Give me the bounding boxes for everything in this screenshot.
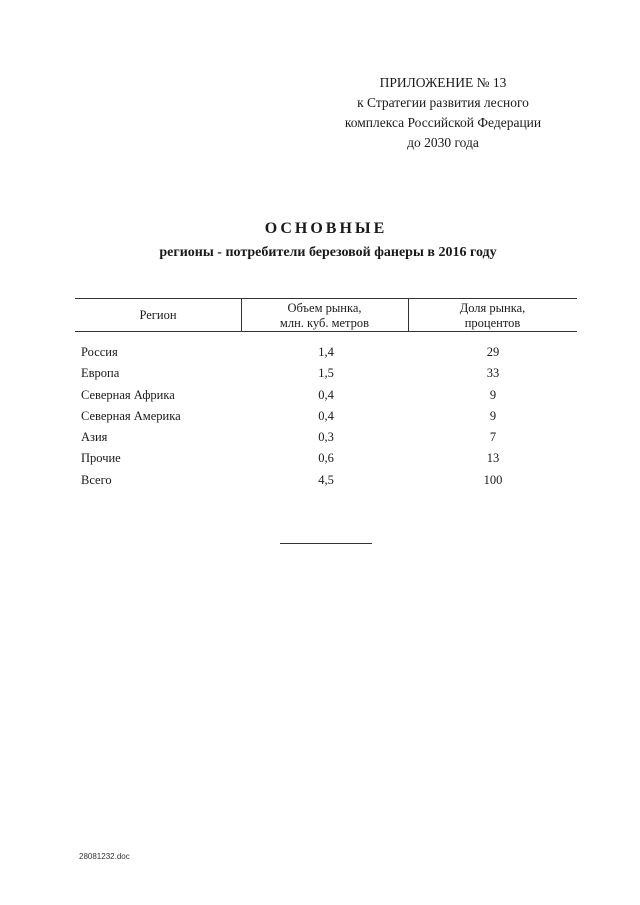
column-header-label: процентов — [464, 316, 521, 330]
table-row — [0, 427, 640, 448]
volume-cell: 0,6 — [318, 451, 334, 466]
share-cell: 29 — [486, 345, 500, 359]
share-cell: 9 — [489, 408, 497, 423]
table-row — [0, 363, 640, 384]
column-header-region — [75, 308, 241, 323]
table-body — [0, 342, 640, 491]
table-row-total — [0, 470, 640, 491]
table-row — [0, 448, 640, 469]
share-cell: 13 — [486, 451, 500, 466]
end-of-document-rule — [280, 543, 372, 544]
region-cell: Азия — [81, 430, 108, 445]
table-top-rule — [75, 298, 577, 299]
column-header-label: Регион — [139, 308, 177, 322]
volume-cell: 0,4 — [318, 408, 334, 423]
share-cell: 7 — [489, 430, 497, 445]
annex-reference-line: комплекса Российской Федерации — [344, 115, 542, 130]
table-row — [0, 406, 640, 427]
share-cell: 9 — [489, 387, 497, 402]
region-cell: Европа — [81, 366, 120, 381]
table-row — [0, 385, 640, 406]
column-header-label: Объем рынка, — [287, 301, 362, 315]
column-header-label: Доля рынка, — [459, 301, 526, 315]
region-cell: Северная Америка — [81, 408, 181, 423]
annex-reference-line: до 2030 года — [407, 135, 479, 150]
share-cell: 100 — [483, 472, 503, 487]
document-file-name: 28081232.doc — [79, 852, 130, 861]
volume-cell: 0,4 — [318, 387, 334, 402]
volume-cell: 1,5 — [318, 366, 334, 381]
region-cell: Прочие — [81, 451, 121, 466]
annex-reference-line: к Стратегии развития лесного — [357, 95, 529, 110]
volume-cell: 4,5 — [318, 472, 334, 487]
column-header-share — [408, 301, 577, 331]
table-header-rule — [75, 331, 577, 332]
region-cell: Северная Африка — [81, 387, 175, 402]
volume-cell: 0,3 — [318, 430, 334, 445]
document-subtitle: регионы - потребители березовой фанеры в 2016 году — [159, 245, 497, 260]
table-row — [0, 342, 640, 363]
column-header-label: млн. куб. метров — [279, 316, 370, 330]
region-cell: Всего — [81, 472, 112, 487]
region-cell: Россия — [81, 345, 118, 359]
share-cell: 33 — [486, 366, 500, 381]
annex-number: ПРИЛОЖЕНИЕ № 13 — [379, 75, 507, 90]
volume-cell: 1,4 — [318, 345, 334, 359]
column-header-volume — [241, 301, 408, 331]
document-title: ОСНОВНЫЕ — [264, 220, 388, 237]
annex-header — [318, 73, 568, 153]
